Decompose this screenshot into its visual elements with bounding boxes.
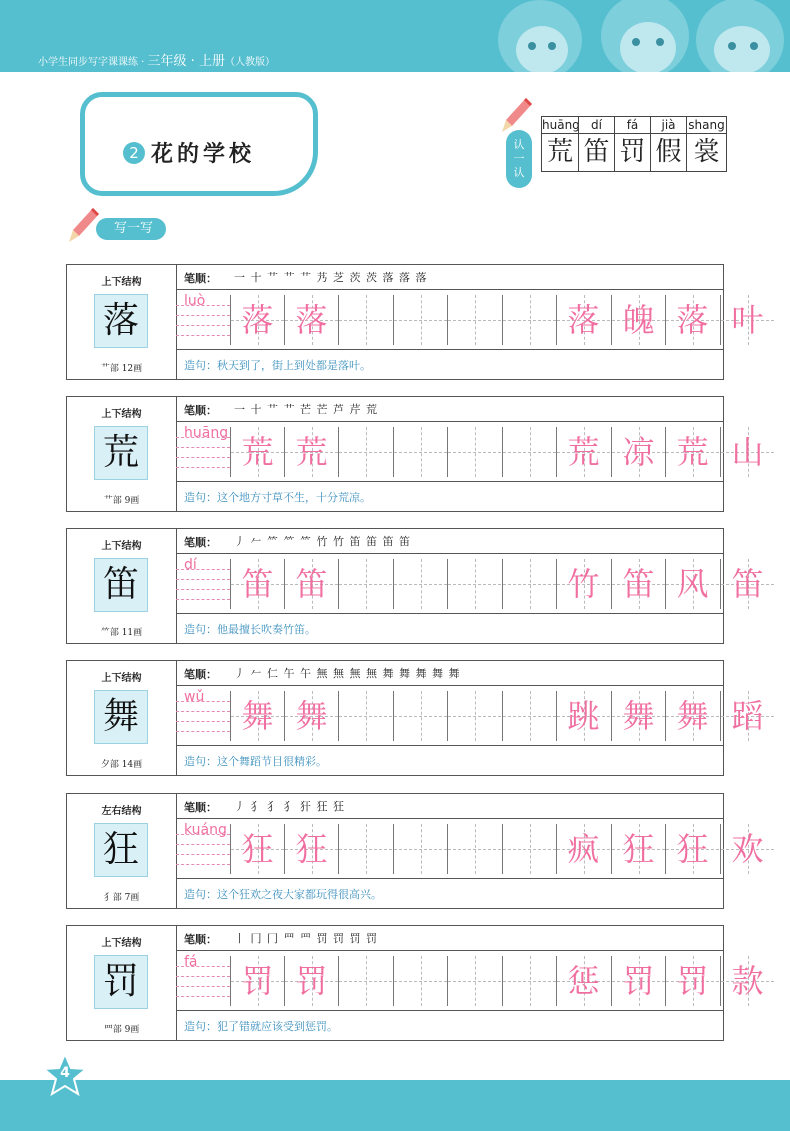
radical-label: ⺮部 11画 — [100, 628, 143, 638]
lesson-title-box — [80, 92, 318, 196]
sentence-label: 造句： — [184, 623, 217, 636]
practice-char: 笛 — [241, 565, 274, 603]
practice-cell[interactable] — [720, 824, 774, 874]
pinyin-text: luò — [184, 293, 206, 309]
recognize-tag-char: 一 — [513, 152, 525, 165]
sentence-label: 造句： — [184, 491, 217, 504]
pinyin-cell — [176, 824, 230, 874]
book-edition: （人教版） — [224, 57, 275, 68]
practice-char: 狂 — [241, 830, 274, 868]
header-bar — [0, 0, 790, 72]
model-char-box — [94, 294, 148, 348]
radical-label: 艹部 9画 — [103, 496, 140, 506]
page-number-badge — [42, 1052, 88, 1098]
pinyin-cell — [176, 427, 230, 477]
sentence-text: 这个舞蹈节目很精彩。 — [217, 755, 327, 768]
character-info — [67, 397, 177, 511]
write-section-tag: 写一写 — [96, 218, 166, 240]
recognize-char: 荒 — [546, 137, 573, 167]
practice-cell[interactable] — [502, 824, 556, 874]
structure-label: 上下结构 — [101, 673, 142, 684]
practice-cell[interactable] — [230, 295, 284, 345]
model-char: 落 — [102, 300, 139, 341]
practice-cell[interactable] — [284, 559, 338, 609]
recognize-cell — [686, 117, 726, 171]
character-block — [66, 660, 764, 776]
pinyin-cell — [176, 691, 230, 741]
practice-cell[interactable] — [611, 956, 665, 1006]
recognize-char: 假 — [655, 137, 682, 167]
sentence-label: 造句： — [184, 755, 217, 768]
practice-cell[interactable] — [665, 824, 719, 874]
radical-label: 艹部 12画 — [100, 364, 143, 374]
practice-cell[interactable] — [665, 691, 719, 741]
lesson-title: 花的学校 — [151, 142, 256, 167]
practice-char: 落 — [295, 301, 328, 339]
practice-char: 舞 — [622, 697, 655, 735]
recognize-cell — [578, 117, 614, 171]
example-sentence — [184, 1018, 338, 1034]
practice-cell[interactable] — [284, 956, 338, 1006]
character-info — [67, 265, 177, 379]
recognize-cell — [614, 117, 650, 171]
book-series: 小学生同步写字课课练 · — [38, 57, 148, 68]
practice-cell[interactable] — [611, 427, 665, 477]
practice-char: 跳 — [567, 697, 600, 735]
structure-label: 上下结构 — [101, 409, 142, 420]
stroke-order-row — [176, 529, 764, 636]
recognize-cell — [542, 117, 578, 171]
practice-cell[interactable] — [556, 824, 610, 874]
character-block — [66, 793, 764, 909]
structure-label: 左右结构 — [101, 806, 142, 817]
practice-cell[interactable] — [502, 956, 556, 1006]
practice-char: 竹 — [567, 565, 600, 603]
example-sentence — [184, 489, 371, 505]
character-block — [66, 396, 764, 512]
practice-cell[interactable] — [284, 691, 338, 741]
practice-cell[interactable] — [447, 956, 501, 1006]
character-info — [67, 926, 177, 1040]
example-sentence — [184, 753, 327, 769]
practice-char: 罚 — [295, 962, 328, 1000]
practice-cell[interactable] — [665, 295, 719, 345]
structure-label: 上下结构 — [101, 938, 142, 949]
lesson-number: 2 — [123, 142, 145, 164]
stroke-label: 笔顺： — [184, 536, 217, 549]
stroke-order-row — [176, 661, 764, 768]
practice-char: 罚 — [241, 962, 274, 1000]
practice-cell[interactable] — [284, 295, 338, 345]
pinyin-cell — [176, 295, 230, 345]
model-char-box — [94, 690, 148, 744]
practice-char: 落 — [676, 301, 709, 339]
pinyin-cell — [176, 956, 230, 1006]
practice-cell[interactable] — [393, 956, 447, 1006]
sentence-text: 这个地方寸草不生，十分荒凉。 — [217, 491, 371, 504]
model-char-box — [94, 823, 148, 877]
practice-cell[interactable] — [393, 427, 447, 477]
practice-cell[interactable] — [720, 295, 774, 345]
practice-cell[interactable] — [338, 559, 392, 609]
character-info — [67, 661, 177, 775]
recognize-tag-char: 认 — [513, 166, 525, 179]
practice-cell[interactable] — [720, 691, 774, 741]
pinyin-cell — [176, 559, 230, 609]
stroke-label: 笔顺： — [184, 933, 217, 946]
practice-cell[interactable] — [720, 427, 774, 477]
model-char: 笛 — [102, 564, 139, 605]
practice-cell[interactable] — [502, 691, 556, 741]
practice-cell[interactable] — [665, 427, 719, 477]
example-sentence — [184, 886, 382, 902]
practice-cell[interactable] — [447, 559, 501, 609]
stroke-label: 笔顺： — [184, 404, 217, 417]
practice-char: 舞 — [676, 697, 709, 735]
practice-cell[interactable] — [447, 691, 501, 741]
recognize-char: 罚 — [619, 137, 646, 167]
stroke-order-row — [176, 794, 764, 901]
practice-grid — [176, 950, 764, 1012]
book-title — [38, 50, 275, 69]
practice-cell[interactable] — [230, 559, 284, 609]
practice-char: 落 — [241, 301, 274, 339]
practice-cell[interactable] — [338, 427, 392, 477]
practice-cell[interactable] — [502, 559, 556, 609]
practice-cell[interactable] — [556, 691, 610, 741]
recognize-pinyin: fá — [615, 117, 650, 134]
practice-cell[interactable] — [338, 295, 392, 345]
practice-char: 笛 — [622, 565, 655, 603]
practice-cell[interactable] — [447, 427, 501, 477]
stroke-sequence: 丿 𠂉 仁 午 午 無 無 無 無 舞 舞 舞 舞 舞 — [234, 667, 461, 680]
character-block — [66, 528, 764, 644]
practice-cell[interactable] — [230, 691, 284, 741]
practice-char: 舞 — [241, 697, 274, 735]
practice-cell[interactable] — [665, 559, 719, 609]
sentence-text: 秋天到了，街上到处都是落叶。 — [217, 359, 371, 372]
recognize-char: 裳 — [693, 137, 720, 167]
model-char: 罚 — [102, 961, 139, 1002]
practice-cell[interactable] — [393, 295, 447, 345]
practice-cell[interactable] — [447, 824, 501, 874]
kids-illustration — [470, 0, 790, 72]
practice-cell[interactable] — [338, 824, 392, 874]
stroke-label: 笔顺： — [184, 801, 217, 814]
recognize-pinyin: shang — [688, 118, 725, 132]
pinyin-text: huāng — [184, 425, 229, 441]
practice-cell[interactable] — [338, 691, 392, 741]
recognize-cell — [650, 117, 686, 171]
structure-label: 上下结构 — [101, 541, 142, 552]
stroke-order-row — [176, 265, 764, 372]
radical-label: 夕部 14画 — [100, 760, 143, 770]
book-grade: 三年级 · 上册 — [147, 54, 225, 69]
practice-grid — [176, 289, 764, 351]
footer-bar — [0, 1080, 790, 1131]
practice-cell[interactable] — [393, 559, 447, 609]
recognize-tag — [506, 130, 532, 188]
practice-char: 荒 — [676, 433, 709, 471]
recognize-pinyin: dí — [579, 117, 614, 134]
example-sentence — [184, 357, 371, 373]
stroke-order-row — [176, 397, 764, 504]
practice-char: 款 — [731, 962, 764, 1000]
practice-cell[interactable] — [556, 427, 610, 477]
pinyin-text: dí — [184, 557, 197, 573]
character-block — [66, 925, 764, 1041]
practice-grid — [176, 553, 764, 615]
page-number: 4 — [60, 1065, 70, 1081]
recognize-pinyin: huāng — [542, 118, 580, 132]
practice-cell[interactable] — [338, 956, 392, 1006]
practice-cell[interactable] — [502, 295, 556, 345]
practice-char: 舞 — [295, 697, 328, 735]
practice-char: 叶 — [731, 301, 764, 339]
recognize-table — [541, 116, 727, 172]
pencil-icon — [500, 96, 534, 134]
practice-cell[interactable] — [556, 956, 610, 1006]
practice-grid — [176, 421, 764, 483]
recognize-tag-char: 认 — [513, 138, 525, 151]
practice-char: 欢 — [731, 830, 764, 868]
sentence-label: 造句： — [184, 359, 217, 372]
practice-char: 凉 — [622, 433, 655, 471]
stroke-label: 笔顺： — [184, 272, 217, 285]
character-info — [67, 529, 177, 643]
practice-char: 蹈 — [731, 697, 764, 735]
radical-label: 犭部 7画 — [103, 893, 140, 903]
practice-cell[interactable] — [611, 691, 665, 741]
practice-cell[interactable] — [720, 956, 774, 1006]
practice-char: 风 — [676, 565, 709, 603]
character-info — [67, 794, 177, 908]
practice-char: 狂 — [676, 830, 709, 868]
model-char-box — [94, 955, 148, 1009]
practice-cell[interactable] — [284, 824, 338, 874]
stroke-order-row — [176, 926, 764, 1033]
practice-cell[interactable] — [720, 559, 774, 609]
practice-cell[interactable] — [611, 559, 665, 609]
stroke-sequence: 丿 犭 犭 犭 犴 狂 狂 — [234, 800, 345, 813]
sentence-text: 犯了错就应该受到惩罚。 — [217, 1020, 338, 1033]
practice-char: 笛 — [731, 565, 764, 603]
practice-char: 狂 — [622, 830, 655, 868]
model-char: 舞 — [102, 696, 139, 737]
recognize-char: 笛 — [583, 137, 610, 167]
model-char: 狂 — [102, 829, 139, 870]
practice-char: 疯 — [567, 830, 600, 868]
practice-char: 狂 — [295, 830, 328, 868]
practice-char: 罚 — [676, 962, 709, 1000]
practice-cell[interactable] — [556, 559, 610, 609]
practice-cell[interactable] — [284, 427, 338, 477]
practice-cell[interactable] — [393, 824, 447, 874]
practice-cell[interactable] — [665, 956, 719, 1006]
practice-cell[interactable] — [230, 427, 284, 477]
pinyin-text: kuáng — [184, 822, 227, 838]
sentence-text: 他最擅长吹奏竹笛。 — [217, 623, 316, 636]
practice-cell[interactable] — [502, 427, 556, 477]
model-char: 荒 — [102, 432, 139, 473]
practice-char: 荒 — [295, 433, 328, 471]
pinyin-text: wǔ — [184, 689, 205, 705]
practice-grid — [176, 685, 764, 747]
practice-char: 山 — [731, 433, 764, 471]
structure-label: 上下结构 — [101, 277, 142, 288]
sentence-text: 这个狂欢之夜大家都玩得很高兴。 — [217, 888, 382, 901]
practice-cell[interactable] — [393, 691, 447, 741]
stroke-sequence: 丿 𠂉 ⺮ ⺮ ⺮ 竹 竹 笛 笛 笛 笛 — [234, 535, 411, 548]
practice-cell[interactable] — [230, 956, 284, 1006]
radical-label: 罒部 9画 — [103, 1025, 140, 1035]
practice-cell[interactable] — [447, 295, 501, 345]
practice-char: 魄 — [622, 301, 655, 339]
example-sentence — [184, 621, 316, 637]
practice-char: 落 — [567, 301, 600, 339]
sentence-label: 造句： — [184, 1020, 217, 1033]
stroke-sequence: 一 十 艹 艹 艹 艿 芝 茨 茨 落 落 落 — [234, 271, 428, 284]
practice-cell[interactable] — [230, 824, 284, 874]
model-char-box — [94, 426, 148, 480]
practice-grid — [176, 818, 764, 880]
character-block — [66, 264, 764, 380]
practice-char: 笛 — [295, 565, 328, 603]
stroke-sequence: 丨 冂 冂 罒 罒 罚 罚 罚 罚 — [234, 932, 378, 945]
stroke-sequence: 一 十 艹 艹 芒 芒 芦 芹 荒 — [234, 403, 378, 416]
practice-cell[interactable] — [611, 295, 665, 345]
practice-char: 罚 — [622, 962, 655, 1000]
model-char-box — [94, 558, 148, 612]
practice-cell[interactable] — [611, 824, 665, 874]
stroke-label: 笔顺： — [184, 668, 217, 681]
practice-char: 荒 — [567, 433, 600, 471]
sentence-label: 造句： — [184, 888, 217, 901]
pinyin-text: fá — [184, 954, 198, 970]
practice-char: 惩 — [567, 962, 600, 1000]
practice-cell[interactable] — [556, 295, 610, 345]
practice-char: 荒 — [241, 433, 274, 471]
recognize-pinyin: jià — [651, 117, 686, 134]
